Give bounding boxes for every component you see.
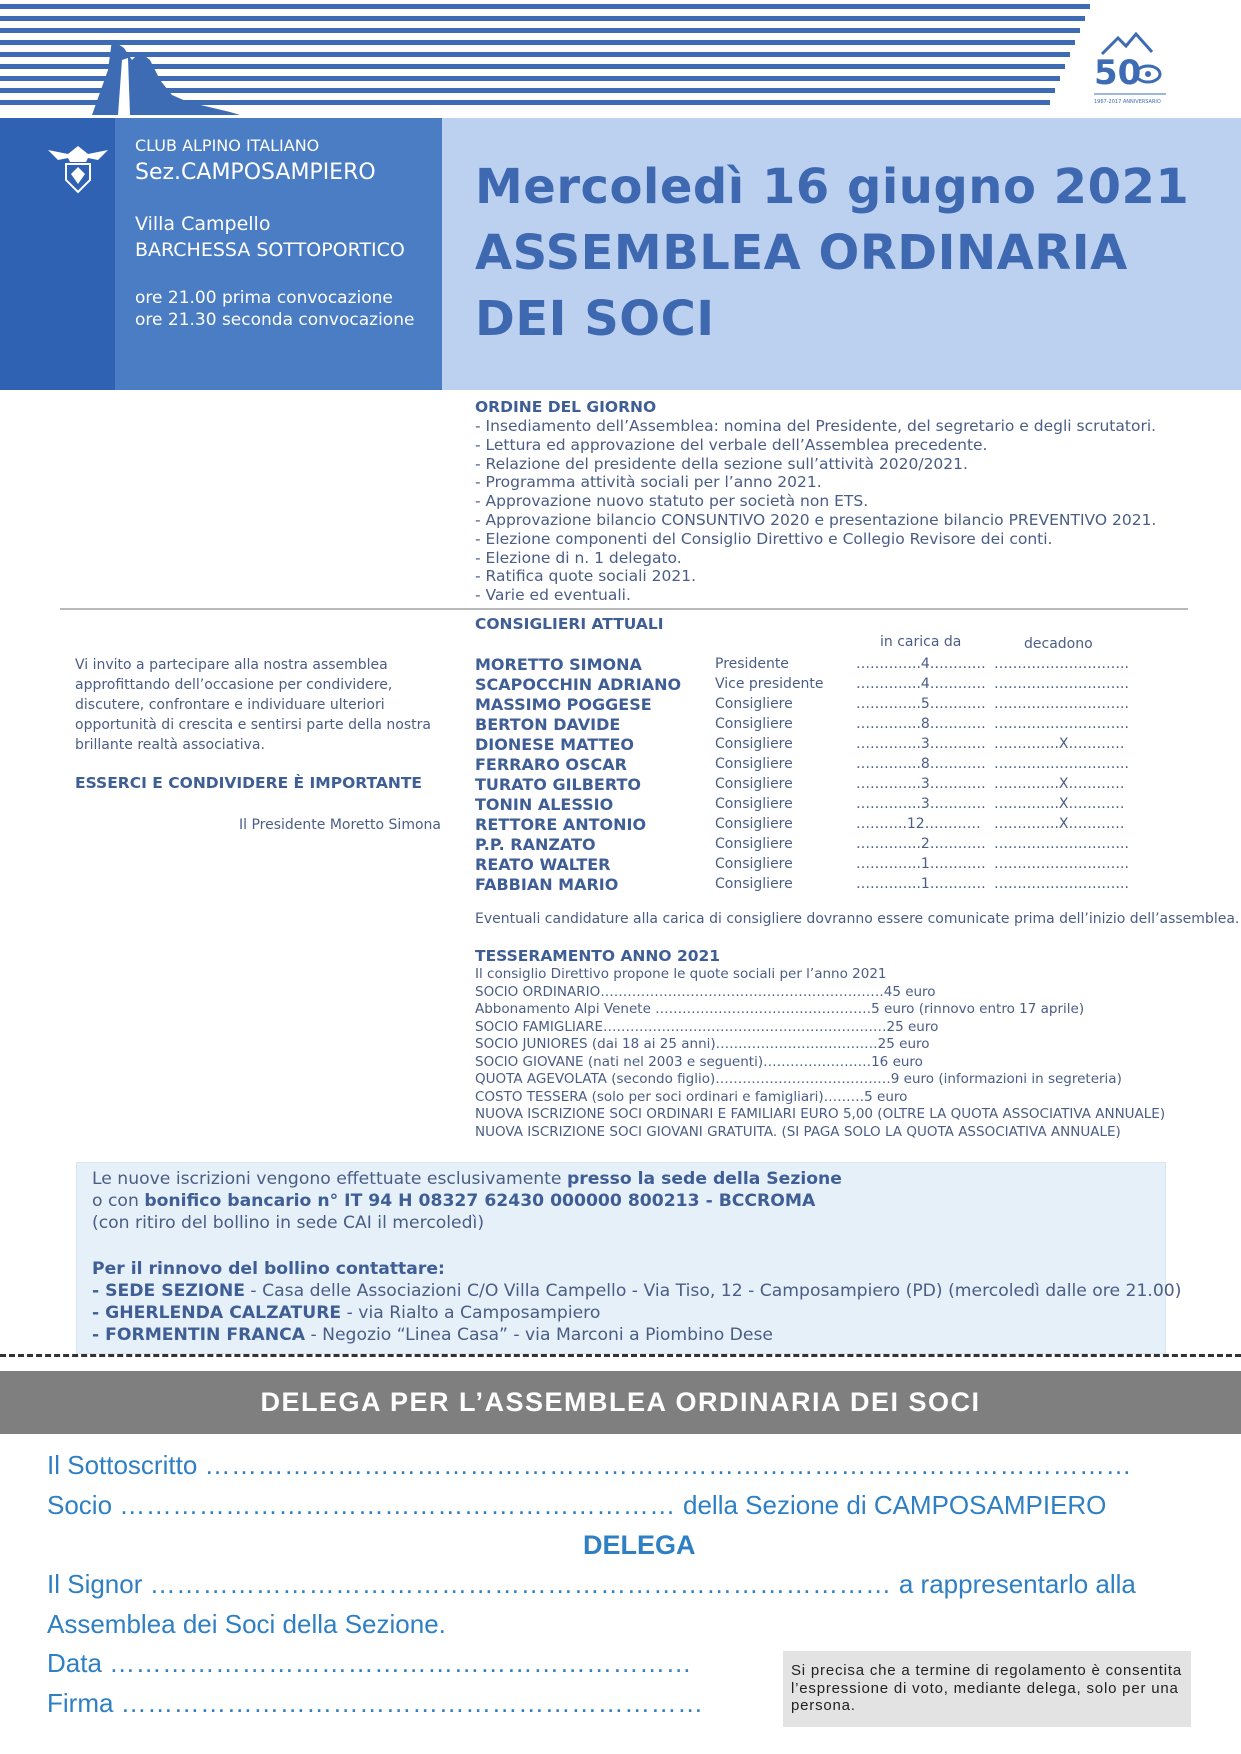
invite-emphasis: ESSERCI E CONDIVIDERE È IMPORTANTE [75, 774, 423, 792]
title-block [442, 118, 1241, 390]
agenda-item: - Relazione del presidente della sezione sull’attività 2020/2021. [475, 454, 968, 473]
member-since: …………..5………… [856, 696, 986, 712]
anniversary-logo [1088, 24, 1172, 108]
form-line-data [47, 1648, 692, 1679]
council-row [475, 714, 1129, 734]
delega-title: DELEGA PER L’ASSEMBLEA ORDINARIA DEI SOCI [260, 1387, 981, 1417]
firma-field[interactable]: ………………………………………………………… [120, 1688, 704, 1718]
data-field[interactable]: ………………………………………………………… [109, 1648, 693, 1678]
member-expire: …………..X………… [994, 776, 1125, 792]
sottoscritto-label: Il Sottoscritto [47, 1450, 198, 1480]
membership-line: NUOVA ISCRIZIONE SOCI GIOVANI GRATUITA. (SI PAGA SOLO LA QUOTA ASSOCIATIVA ANNUALE) [475, 1123, 1121, 1140]
member-name: FERRARO OSCAR [475, 754, 627, 774]
member-role: Consigliere [715, 796, 793, 812]
contact-sede: - SEDE SEZIONE - Casa delle Associazioni C/O Villa Campello - Via Tiso, 12 - Camposampiero (PD) (mercoledì dalle ore 21.00) [92, 1281, 1182, 1301]
member-expire: …………..X………… [994, 796, 1125, 812]
member-expire: …………..X………… [994, 816, 1125, 832]
member-role: Vice presidente [715, 676, 824, 692]
membership-line: Il consiglio Direttivo propone le quote sociali per l’anno 2021 [475, 966, 887, 982]
member-since: …………..8………… [856, 716, 986, 732]
member-expire: ……………………….. [994, 856, 1129, 872]
agenda-item: - Programma attività sociali per l’anno 2021. [475, 473, 822, 492]
renew-heading: Per il rinnovo del bollino contattare: [92, 1259, 445, 1279]
council-row [475, 794, 1129, 814]
agenda-item: - Insediamento dell’Assemblea: nomina del Presidente, del segretario e degli scrutatori. [475, 417, 1157, 435]
form-line-sottoscritto [47, 1450, 1132, 1481]
member-name: DIONESE MATTEO [475, 734, 634, 754]
socio-field[interactable]: ……………………………………………………… [119, 1490, 676, 1520]
council-row [475, 674, 1129, 694]
cut-line [0, 1354, 1241, 1357]
member-since: …………..3………… [856, 796, 986, 812]
member-name: BERTON DAVIDE [475, 714, 621, 734]
firma-label: Firma [47, 1688, 114, 1718]
membership-line: QUOTA AGEVOLATA (secondo figlio)…………………………………9 euro (informazioni in segreteria) [475, 1071, 1122, 1087]
agenda-item: - Elezione componenti del Consiglio Direttivo e Collegio Revisore dei conti. [475, 529, 1053, 548]
member-name: P.P. RANZATO [475, 834, 596, 854]
form-line-signor [47, 1569, 1136, 1600]
form-line-firma [47, 1688, 704, 1719]
cai-emblem-icon [46, 140, 110, 198]
agenda-item: - Varie ed eventuali. [475, 586, 631, 605]
member-expire: …………..X………… [994, 736, 1125, 752]
member-since: …………..3………… [856, 736, 986, 752]
member-since: …………..2………… [856, 836, 986, 852]
member-name: MASSIMO POGGESE [475, 694, 652, 714]
agenda-item: - Approvazione nuovo statuto per società non ETS. [475, 492, 869, 511]
membership-line: SOCIO ORDINARIO………………………………………………………45 euro [475, 983, 936, 1000]
membership-list [475, 966, 1165, 1141]
member-since: …………..4………… [856, 656, 986, 672]
delega-word: DELEGA [583, 1530, 696, 1560]
agenda-list [475, 417, 1156, 605]
council-row [475, 874, 1129, 894]
member-name: TURATO GILBERTO [475, 774, 641, 794]
data-label: Data [47, 1648, 102, 1678]
delega-note-box [783, 1651, 1191, 1727]
member-expire: ……………………….. [994, 836, 1129, 852]
member-since: …………..3………… [856, 776, 986, 792]
signor-tail: a rappresentarlo alla [898, 1569, 1136, 1599]
member-since: …………..1………… [856, 876, 986, 892]
contact-gherlenda: - GHERLENDA CALZATURE - via Rialto a Camposampiero [92, 1303, 601, 1323]
event-title-line-2: DEI SOCI [475, 291, 715, 347]
membership-line: SOCIO GIOVANE (nati nel 2003 e seguenti)……………………16 euro [475, 1053, 923, 1070]
council-row [475, 774, 1129, 794]
info-block [115, 118, 442, 390]
membership-line: SOCIO FAMIGLIARE………………………………………………………25 euro [475, 1018, 939, 1035]
member-role: Presidente [715, 656, 789, 672]
member-expire: ……………………….. [994, 756, 1129, 772]
member-role: Consigliere [715, 736, 793, 752]
council-row [475, 834, 1129, 854]
agenda-item: - Elezione di n. 1 delegato. [475, 548, 682, 567]
member-since: …………..4………… [856, 676, 986, 692]
signor-label: Il Signor [47, 1569, 143, 1599]
anniversary-text: 1967-2017 ANNIVERSARIO [1094, 99, 1161, 105]
member-role: Consigliere [715, 696, 793, 712]
membership-line: SOCIO JUNIORES (dai 18 ai 25 anni)………………………………25 euro [475, 1036, 930, 1052]
president-signature: Il Presidente Moretto Simona [239, 817, 441, 833]
council-row [475, 694, 1129, 714]
socio-tail: della Sezione di CAMPOSAMPIERO [683, 1490, 1107, 1520]
form-line-socio [47, 1490, 1106, 1521]
member-since: …………..8………… [856, 756, 986, 772]
member-name: TONIN ALESSIO [475, 794, 614, 814]
col-expire-header: decadono [1024, 636, 1093, 652]
form-line-assemblea: Assemblea dei Soci della Sezione. [47, 1609, 446, 1639]
council-table [475, 654, 1129, 894]
sottoscritto-field[interactable]: …………………………………………………………………………………………… [204, 1450, 1133, 1480]
left-color-block [0, 118, 115, 390]
invite-paragraph: Vi invito a partecipare alla nostra assemblea approfittando dell’occasione per condividere, discutere, confrontare e individuare ulteriori opportunità di crescita e sentirsi parte della nostra brillante realtà associativa. [75, 657, 431, 753]
member-name: RETTORE ANTONIO [475, 814, 647, 834]
member-expire: ……………………….. [994, 676, 1129, 692]
event-date: Mercoledì 16 giugno 2021 [475, 159, 1190, 215]
member-name: REATO WALTER [475, 854, 611, 874]
agenda-item: - Ratifica quote sociali 2021. [475, 567, 697, 586]
member-name: FABBIAN MARIO [475, 874, 619, 894]
header-stripes [0, 0, 1100, 115]
member-role: Consigliere [715, 856, 793, 872]
contact-formentin: - FORMENTIN FRANCA - Negozio “Linea Casa” - via Marconi a Piombino Dese [92, 1325, 774, 1345]
member-name: MORETTO SIMONA [475, 654, 642, 674]
membership-line: Abbonamento Alpi Venete …………………………………………5 euro (rinnovo entro 17 aprile) [475, 1001, 1085, 1017]
council-row [475, 854, 1129, 874]
member-since: …………..1………… [856, 856, 986, 872]
agenda-heading: ORDINE DEL GIORNO [475, 398, 657, 416]
col-since-header: in carica da [880, 634, 962, 650]
member-role: Consigliere [715, 716, 793, 732]
membership-line: COSTO TESSERA (solo per soci ordinari e famigliari)………5 euro [475, 1088, 908, 1105]
council-row [475, 734, 1129, 754]
time-line-2: ore 21.30 seconda convocazione [135, 310, 415, 330]
council-row [475, 814, 1129, 834]
member-expire: ……………………….. [994, 656, 1129, 672]
notice-line-2: o con bonifico bancario n° IT 94 H 08327 62430 000000 800213 - BCCROMA [92, 1191, 816, 1211]
divider-line [60, 608, 1188, 610]
notice-line-1: Le nuove iscrizioni vengono effettuate esclusivamente presso la sede della Sezione [92, 1169, 842, 1189]
member-role: Consigliere [715, 776, 793, 792]
agenda-item: - Lettura ed approvazione del verbale dell’Assemblea precedente. [475, 435, 988, 454]
council-row [475, 654, 1129, 674]
venue-line-2: BARCHESSA SOTTOPORTICO [135, 239, 405, 261]
member-expire: ……………………….. [994, 876, 1129, 892]
section-name: Sez.CAMPOSAMPIERO [135, 160, 376, 185]
member-role: Consigliere [715, 836, 793, 852]
svg-text:50: 50 [1094, 53, 1142, 93]
member-expire: ……………………….. [994, 716, 1129, 732]
member-name: SCAPOCCHIN ADRIANO [475, 674, 682, 694]
membership-heading: TESSERAMENTO ANNO 2021 [475, 947, 721, 965]
membership-line: NUOVA ISCRIZIONE SOCI ORDINARI E FAMILIARI EURO 5,00 (OLTRE LA QUOTA ASSOCIATIVA ANNUALE) [475, 1106, 1166, 1122]
council-note: Eventuali candidature alla carica di consigliere dovranno essere comunicate prima dell’inizio dell’assemblea. [475, 911, 1240, 927]
member-role: Consigliere [715, 816, 793, 832]
event-title-line-1: ASSEMBLEA ORDINARIA [475, 225, 1128, 281]
registration-notice [76, 1162, 1182, 1354]
member-expire: ……………………….. [994, 696, 1129, 712]
signor-field[interactable]: ………………………………………………………………………… [149, 1569, 892, 1599]
member-role: Consigliere [715, 756, 793, 772]
delega-note: Si precisa che a termine di regolamento è consentita l’espressione di voto, mediante delega, solo per una persona. [791, 1662, 1182, 1714]
member-role: Consigliere [715, 876, 793, 892]
notice-line-3: (con ritiro del bollino in sede CAI il mercoledì) [92, 1213, 485, 1233]
member-since: ………..12………… [856, 816, 981, 832]
council-row [475, 754, 1129, 774]
venue-line-1: Villa Campello [135, 213, 271, 235]
council-heading: CONSIGLIERI ATTUALI [475, 615, 664, 633]
socio-label: Socio [47, 1490, 113, 1520]
agenda-item: - Approvazione bilancio CONSUNTIVO 2020 e presentazione bilancio PREVENTIVO 2021. [475, 510, 1157, 529]
org-name: CLUB ALPINO ITALIANO [135, 136, 320, 155]
delega-band [0, 1371, 1241, 1434]
time-line-1: ore 21.00 prima convocazione [135, 288, 393, 308]
